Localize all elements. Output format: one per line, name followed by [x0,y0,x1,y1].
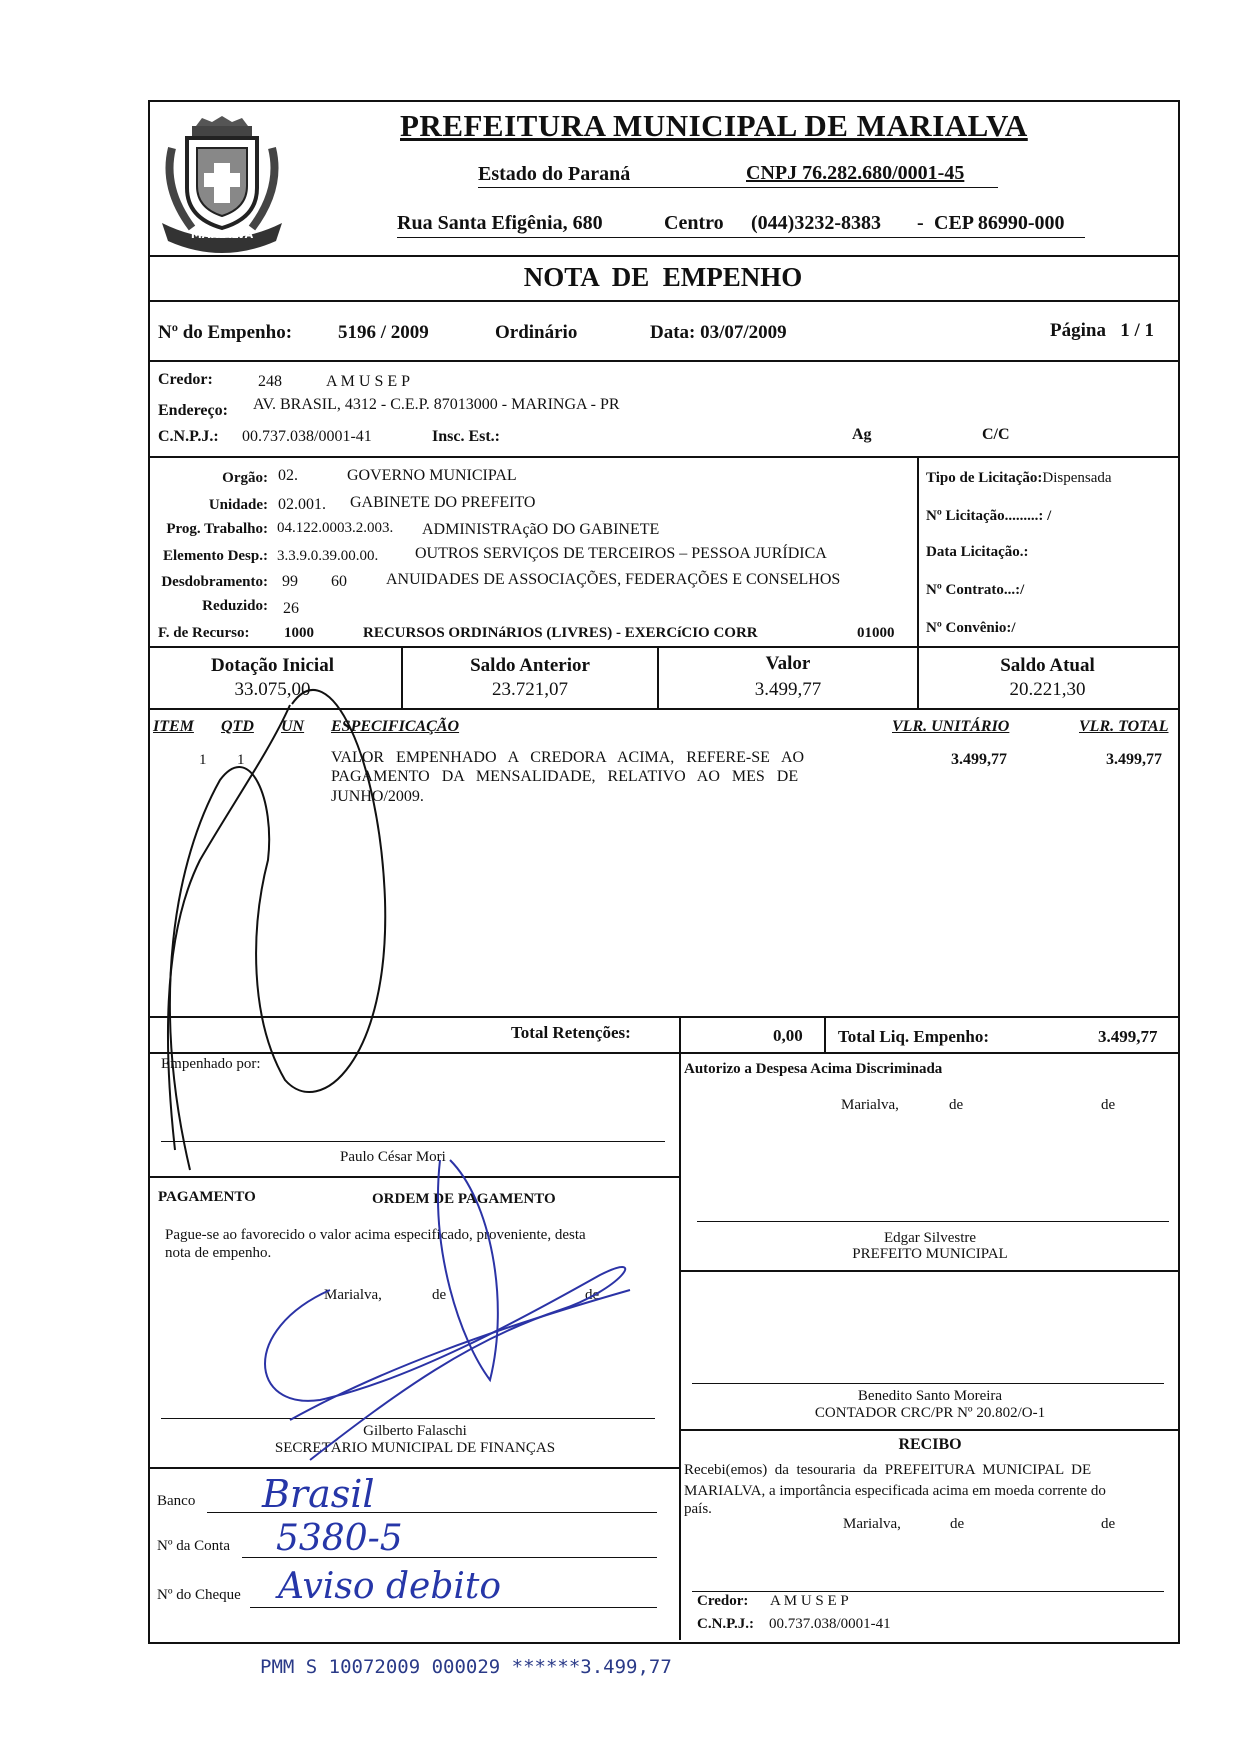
col-vlr-unitario: VLR. UNITÁRIO [892,718,1010,735]
total-liquido-value: 3.499,77 [1098,1027,1158,1046]
secretario-name: Gilberto Falaschi [363,1423,467,1439]
recibo-cnpj-label: C.N.P.J.: [697,1616,754,1632]
numero-contrato: Nº Contrato...:/ [926,582,1025,598]
elemento-code: 3.3.9.0.39.00.00. [277,548,379,564]
recurso-code: 1000 [284,625,314,641]
elemento-label: Elemento Desp.: [163,548,268,564]
total-retencoes-value: 0,00 [773,1026,803,1045]
valor-label: Valor [765,653,811,674]
dash: - [917,212,924,234]
tipo-licitacao [926,470,1112,487]
desdobramento-code2: 60 [331,573,347,590]
pagamento-text-line1: Pague-se ao favorecido o valor acima especificado, proveniente, desta [165,1227,586,1243]
svg-text:MARIALVA: MARIALVA [190,228,254,241]
elemento-name: OUTROS SERVIÇOS DE TERCEIROS – PESSOA JURÍDICA [415,545,827,562]
numero-convenio: Nº Convênio:/ [926,620,1016,636]
page-number: Página 1 / 1 [1050,320,1154,341]
prog-trabalho-name: ADMINISTRAçãO DO GABINETE [422,521,660,538]
recurso-code2: 01000 [857,625,895,641]
desdobramento-label: Desdobramento: [161,574,268,590]
conta-value: 5380-5 [276,1518,403,1559]
contador-name: Benedito Santo Moreira [857,1388,1003,1404]
row-qtd: 1 [237,752,245,768]
banco-value: Brasil [262,1472,375,1516]
empenho-type: Ordinário [495,322,578,343]
cheque-label: Nº do Cheque [157,1587,241,1603]
cheque-value: Aviso debito [278,1566,502,1607]
prefeito-name: Edgar Silvestre [883,1230,977,1246]
recibo-credor-label: Credor: [697,1593,749,1609]
autorizo-label: Autorizo a Despesa Acima Discriminada [684,1061,943,1077]
col-item: ITEM [153,718,194,735]
ordem-pagamento-label: ORDEM DE PAGAMENTO [372,1191,556,1207]
total-retencoes-label: Total Retenções: [511,1023,631,1042]
contador-role: CONTADOR CRC/PR Nº 20.802/O-1 [814,1405,1046,1421]
col-qtd: QTD [221,718,254,735]
credor-label: Credor: [158,371,213,388]
recibo-de1: de [950,1516,965,1532]
row-spec-line1: VALOR EMPENHADO A CREDORA ACIMA, REFERE-SE AO [331,749,805,766]
pagamento-label: PAGAMENTO [158,1189,256,1205]
conta-label: Nº da Conta [157,1538,230,1554]
coat-of-arms-icon [152,108,292,258]
phone: (044)3232-8383 [751,212,881,234]
payment-stamp: PMM S 10072009 000029 ******3.499,77 [260,1656,672,1678]
autorizo-de2: de [1101,1097,1116,1113]
prog-trabalho-code: 04.122.0003.2.003. [277,520,394,536]
col-un: UN [281,718,305,735]
prefeitura-title: PREFEITURA MUNICIPAL DE MARIALVA [400,108,1028,143]
empenho-number: 5196 / 2009 [338,322,429,343]
col-especificacao: ESPECIFICAÇÃO [331,718,460,735]
empenho-date: Data: 03/07/2009 [650,322,787,343]
prefeito-role: PREFEITO MUNICIPAL [852,1246,1008,1262]
district: Centro [664,212,724,234]
orgao-code: 02. [278,467,298,484]
saldo-anterior-label: Saldo Anterior [470,655,590,676]
cc-label: C/C [982,426,1010,443]
dotacao-value: 33.075,00 [234,679,311,700]
autorizo-de1: de [949,1097,964,1113]
pagamento-text-line2: nota de empenho. [165,1245,272,1261]
empenhado-label: Empenhado por: [161,1056,261,1072]
recurso-label: F. de Recurso: [158,625,250,641]
banco-label: Banco [157,1493,196,1509]
tipo-licitacao-label: Tipo de Licitação: [926,470,1043,486]
recibo-de2: de [1101,1516,1116,1532]
cep: CEP 86990-000 [934,212,1065,234]
credor-cnpj-label: C.N.P.J.: [158,428,219,445]
recibo-credor-value: A M U S E P [770,1593,849,1609]
desdobramento-code1: 99 [282,573,298,590]
row-vlr-total: 3.499,77 [1106,751,1162,768]
autorizo-city: Marialva, [841,1097,899,1113]
document-title: NOTA DE EMPENHO [523,262,803,292]
orgao-label: Orgão: [222,470,268,486]
tipo-licitacao-value: Dispensada [1042,470,1112,486]
desdobramento-name: ANUIDADES DE ASSOCIAÇÕES, FEDERAÇÕES E CONSELHOS [386,571,841,588]
credor-address: AV. BRASIL, 4312 - C.E.P. 87013000 - MARINGA - PR [253,396,620,413]
credor-name: A M U S E P [326,373,411,390]
data-licitacao: Data Licitação.: [926,544,1029,560]
insc-est-label: Insc. Est.: [432,428,501,445]
recibo-city: Marialva, [843,1516,901,1532]
recibo-text-line2: MARIALVA, a importância especificada acima em moeda corrente do [684,1483,1106,1499]
unidade-name: GABINETE DO PREFEITO [350,494,536,511]
col-vlr-total: VLR. TOTAL [1079,718,1169,735]
reduzido-label: Reduzido: [202,598,268,614]
empenho-label: Nº do Empenho: [158,322,293,343]
row-vlr-unitario: 3.499,77 [951,751,1007,768]
orgao-name: GOVERNO MUNICIPAL [347,467,517,484]
row-item: 1 [199,752,207,768]
row-spec-line3: JUNHO/2009. [331,788,424,805]
saldo-atual-label: Saldo Atual [1000,655,1095,676]
recibo-text-line1: Recebi(emos) da tesouraria da PREFEITURA MUNICIPAL DE [684,1462,1092,1478]
ag-label: Ag [852,426,872,443]
valor-value: 3.499,77 [754,679,822,700]
pagamento-de1: de [432,1287,447,1303]
secretario-role: SECRETÁRIO MUNICIPAL DE FINANÇAS [274,1440,556,1456]
credor-code: 248 [258,373,282,390]
street-address: Rua Santa Efigênia, 680 [397,212,603,234]
address-label: Endereço: [158,402,228,419]
prog-trabalho-label: Prog. Trabalho: [166,521,268,537]
recibo-text-line3: país. [684,1501,712,1517]
saldo-anterior-value: 23.721,07 [492,679,568,700]
unidade-code: 02.001. [278,496,326,513]
dotacao-label: Dotação Inicial [211,655,334,676]
recurso-name: RECURSOS ORDINáRIOS (LIVRES) - EXERCíCIO CORR [363,625,758,641]
credor-cnpj: 00.737.038/0001-41 [242,428,372,445]
state-name: Estado do Paraná [478,163,631,185]
numero-licitacao: Nº Licitação.........: / [926,508,1052,524]
total-liquido-label: Total Liq. Empenho: [838,1027,989,1046]
row-spec-line2: PAGAMENTO DA MENSALIDADE, RELATIVO AO MES DE [331,768,799,785]
reduzido-code: 26 [283,600,299,617]
recibo-title: RECIBO [898,1436,962,1453]
prefeitura-cnpj: CNPJ 76.282.680/0001-45 [746,162,965,184]
empenhado-signer: Paulo César Mori [340,1149,446,1165]
saldo-atual-value: 20.221,30 [1009,679,1086,700]
unidade-label: Unidade: [208,497,268,513]
pagamento-de2: de [585,1287,600,1303]
recibo-cnpj-value: 00.737.038/0001-41 [769,1616,891,1632]
pagamento-city: Marialva, [324,1287,382,1303]
coat-of-arms-logo [152,108,292,258]
